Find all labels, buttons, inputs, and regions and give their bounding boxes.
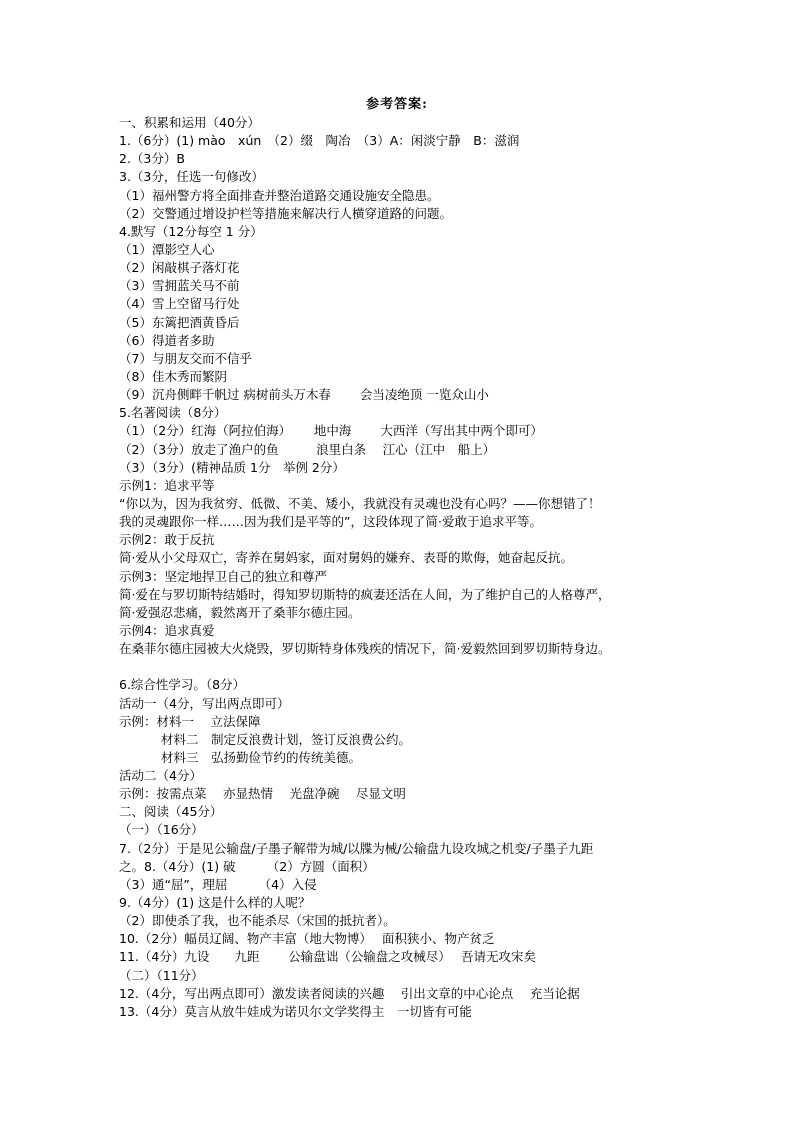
answer-line: （8）佳木秀而繁阴 [119, 368, 227, 384]
answer-line: （2）即使杀了我，也不能杀尽（宋国的抵抗者）。 [119, 913, 396, 929]
answer-line: 1.（6分）(1) mào xún （2）缀 陶冶 （3）A：闲淡宁静 B：滋润 [119, 133, 520, 149]
answer-line: 活动一（4分，写出两点即可） [119, 695, 290, 711]
answer-line: 示例：按需点菜 亦显热情 光盘净碗 尽显文明 [119, 786, 406, 802]
answer-line: （2）交警通过增设护栏等措施来解决行人横穿道路的问题。 [119, 205, 452, 221]
answer-line: 11.（4分）九设 九距 公输盘诎（公输盘之攻械尽） 吾请无攻宋矣 [119, 949, 537, 965]
answer-line: 在桑菲尔德庄园被大火烧毁，罗切斯特身体残疾的情况下，简·爱毅然回到罗切斯特身边。 [119, 641, 611, 657]
answer-line: 示例4：追求真爱 [119, 622, 215, 638]
answer-line: 12.（4分，写出两点即可）激发读者阅读的兴趣 引出文章的中心论点 充当论据 [119, 985, 580, 1001]
answer-line: 简·爱强忍悲痛，毅然离开了桑菲尔德庄园。 [119, 604, 361, 620]
answer-line: 材料二 制定反浪费计划，签订反浪费公约。 [161, 731, 412, 747]
answer-line: （9）沉舟侧畔千帆过 病树前头万木春 会当凌绝顶 一览众山小 [119, 387, 489, 403]
answer-line: 简·爱在与罗切斯特结婚时，得知罗切斯特的疯妻还活在人间，为了维护自己的人格尊严， [119, 586, 611, 602]
answer-line: “你以为，因为我贫穷、低微、不美、矮小，我就没有灵魂也没有心吗？——你想错了！ [119, 495, 601, 511]
answer-line: （二）（11分） [119, 967, 204, 983]
answer-line: 2.（3分）B [119, 151, 185, 167]
answer-line: 示例1：追求平等 [119, 477, 215, 493]
answer-line: 3.（3分，任选一句修改） [119, 169, 264, 185]
section-heading: 二、阅读（45分） [119, 804, 223, 820]
answer-line: 我的灵魂跟你一样……因为我们是平等的”，这段体现了简·爱敢于追求平等。 [119, 514, 542, 530]
answer-line: 7.（2分）于是见公输盘/子墨子解带为城/以牒为械/公输盘九设攻城之机变/子墨子九距 [119, 840, 594, 856]
answer-line: （3）雪拥蓝关马不前 [119, 278, 240, 294]
answer-line: （3）通“屈”，理屈 （4）入侵 [119, 876, 317, 892]
answer-line: （3）（3分）(精神品质 1分 举例 2分） [119, 459, 345, 475]
answer-line: （7）与朋友交而不信乎 [119, 350, 252, 366]
answer-line: 10.（2分）幅员辽阔、物产丰富（地大物博） 面积狭小、物产贫乏 [119, 931, 495, 947]
section-heading: 一、积累和运用（40分） [119, 115, 260, 130]
answer-line: （2）闲敲棋子落灯花 [119, 260, 240, 276]
answer-line: （1）（2分）红海（阿拉伯海） 地中海 大西洋（写出其中两个即可） [119, 423, 543, 439]
answer-line: （4）雪上空留马行处 [119, 296, 240, 312]
answer-line: 示例2：敢于反抗 [119, 532, 215, 548]
answer-line: （1）福州警方将全面排查并整治道路交通设施安全隐患。 [119, 187, 440, 203]
answer-line: 13.（4分）莫言从放牛娃成为诺贝尔文学奖得主 一切皆有可能 [119, 1003, 472, 1019]
answer-line: 5.名著阅读（8分） [119, 405, 227, 421]
answer-line: 4.默写（12分每空 1 分） [119, 223, 263, 239]
answer-line: 简·爱从小父母双亡，寄养在舅妈家，面对舅妈的嫌弃、表哥的欺侮，她奋起反抗。 [119, 550, 573, 566]
answer-line: 之。8.（4分）(1) 破 （2）方圆（面积） [119, 858, 375, 874]
answer-line: （一）（16分） [119, 822, 204, 838]
answer-body [119, 114, 679, 1021]
answer-line: 示例：材料一 立法保障 [119, 713, 261, 729]
page-title: 参考答案: [366, 97, 428, 112]
answer-line: （5）东篱把酒黄昏后 [119, 314, 240, 330]
answer-line: （2）（3分）放走了渔户的鱼 浪里白条 江心（江中 船上） [119, 441, 496, 457]
answer-line: 6.综合性学习。（8分） [119, 677, 246, 693]
answer-line: 9.（4分）(1) 这是什么样的人呢？ [119, 895, 311, 911]
answer-line: （6）得道者多助 [119, 332, 215, 348]
answer-line: 材料三 弘扬勤俭节约的传统美德。 [161, 749, 362, 765]
blank-line [119, 658, 679, 676]
answer-line: 活动二（4分） [119, 768, 202, 784]
answer-line: 示例3：坚定地捍卫自己的独立和尊严 [119, 568, 327, 584]
answer-line: （1）潭影空人心 [119, 241, 215, 257]
